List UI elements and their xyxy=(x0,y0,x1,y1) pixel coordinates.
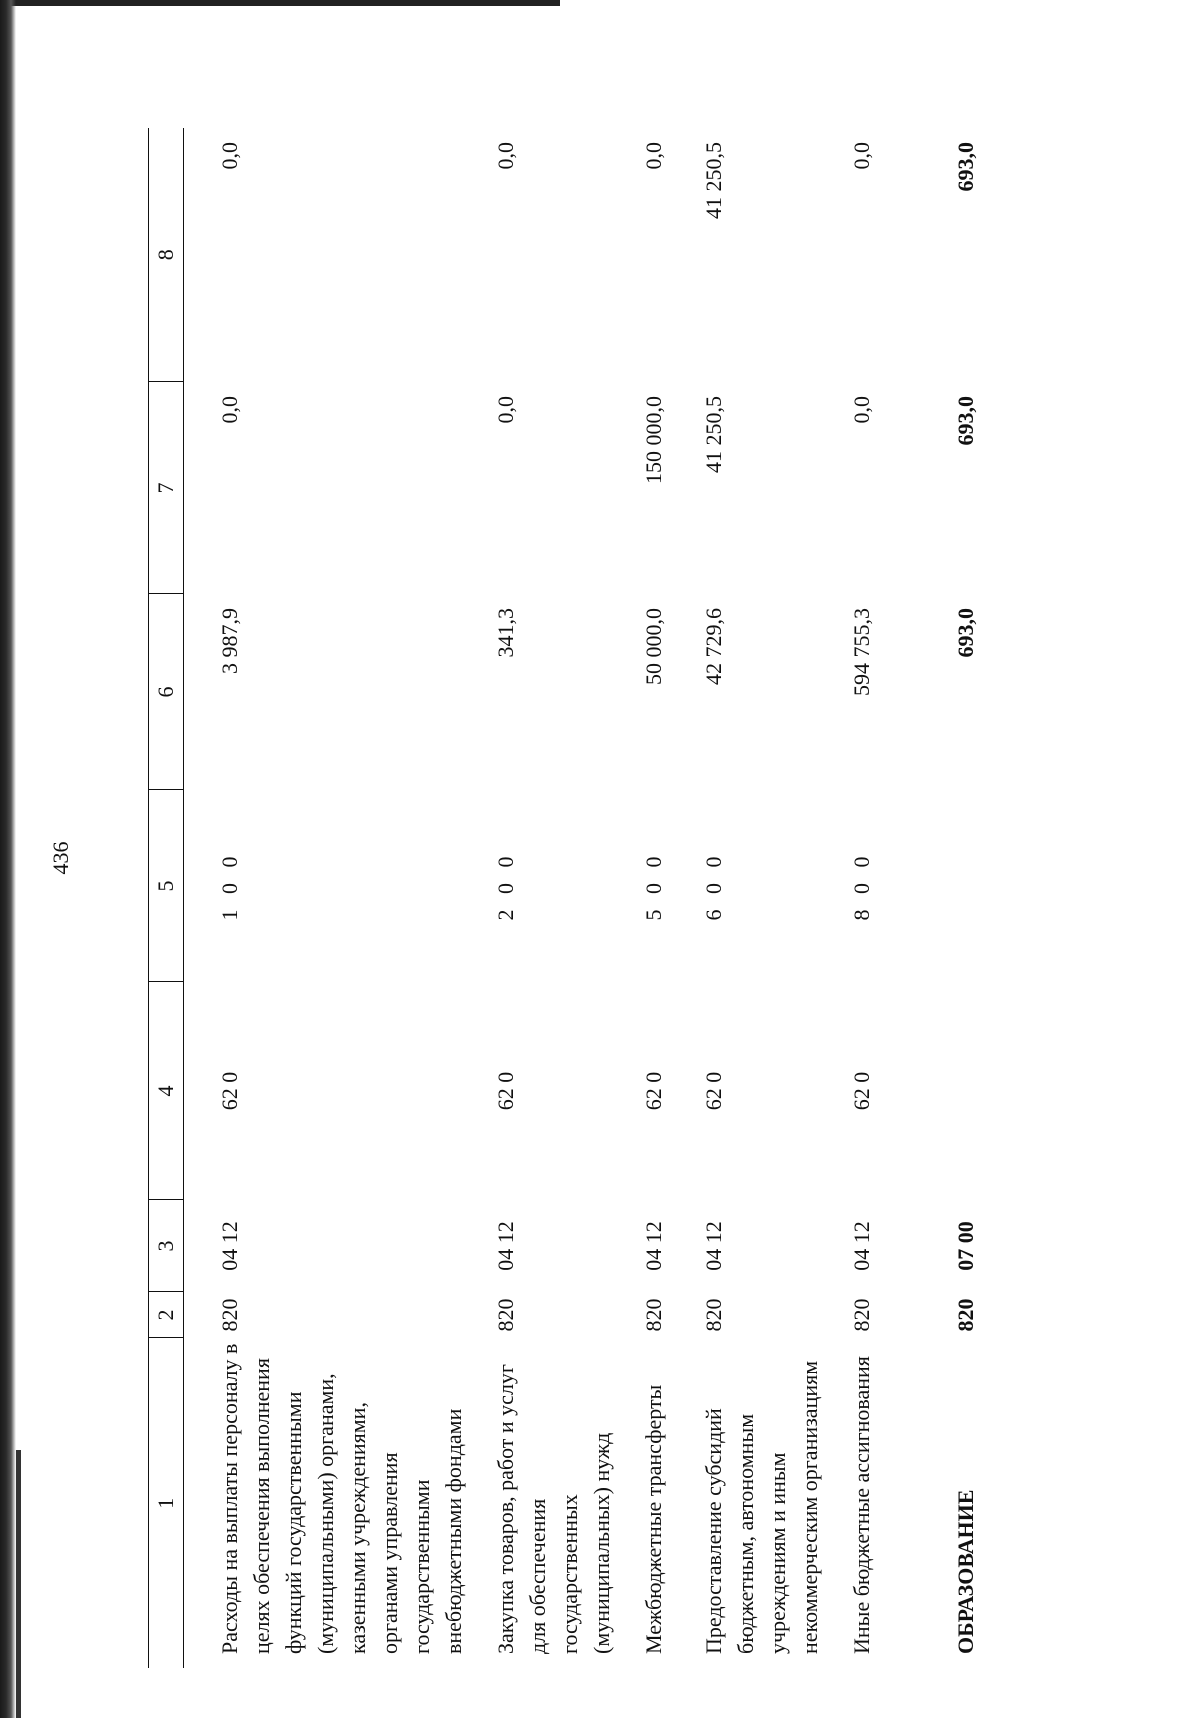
amount-col8: 0,0 xyxy=(640,142,666,170)
scan-edge-left xyxy=(0,0,16,1718)
expense-name: Межбюджетные трансферты xyxy=(640,1384,666,1654)
amount-col7: 0,0 xyxy=(217,396,242,424)
program-code: 62 0 xyxy=(700,1071,726,1111)
program-code: 62 0 xyxy=(217,1071,242,1111)
amount-col7: 150 000,0 xyxy=(640,396,666,484)
section-code: 04 12 xyxy=(640,1221,666,1271)
admin-code: 820 xyxy=(217,1298,242,1332)
column-header-6: 6 xyxy=(149,594,184,790)
expense-type-code: 8 0 0 xyxy=(848,851,874,921)
scan-edge-top xyxy=(0,0,560,6)
expense-type-code: 1 0 0 xyxy=(217,851,242,921)
section-code: 04 12 xyxy=(492,1221,518,1271)
table-row xyxy=(846,128,934,1668)
column-header-7: 7 xyxy=(149,382,184,594)
amount-col8: 0,0 xyxy=(217,142,242,170)
scan-edge-left-inner xyxy=(16,1450,21,1718)
expense-name: Расходы на выплаты персоналу в целях обеспечения выполнения функций государственными (муниципальными) органами, казенными учреждениями, органами управления государственными внебюджетными фондами xyxy=(217,1343,466,1654)
column-header-4: 4 xyxy=(149,982,184,1200)
amount-col7: 41 250,5 xyxy=(700,396,726,473)
table-row xyxy=(184,128,490,1668)
amount-col8: 41 250,5 xyxy=(700,142,726,219)
admin-code: 820 xyxy=(848,1298,874,1332)
expense-type-code: 2 0 0 xyxy=(492,851,518,921)
table-row-section-total xyxy=(934,128,982,1668)
expense-type-code: 6 0 0 xyxy=(700,851,726,921)
header-row xyxy=(149,128,184,1668)
expense-name: Закупка товаров, работ и услуг для обеспечения государственных (муниципальных) нужд xyxy=(492,1364,614,1654)
expense-type-code: 5 0 0 xyxy=(640,851,666,921)
expense-type-code xyxy=(934,790,982,982)
admin-code: 820 xyxy=(700,1298,726,1332)
section-code: 04 12 xyxy=(217,1221,242,1271)
amount-col7: 0,0 xyxy=(492,396,518,424)
table-row xyxy=(638,128,698,1668)
amount-col7: 693,0 xyxy=(952,396,978,446)
program-code xyxy=(934,982,982,1200)
program-code: 62 0 xyxy=(492,1071,518,1111)
amount-col6: 693,0 xyxy=(952,608,978,658)
table-row xyxy=(698,128,846,1668)
amount-col6: 42 729,6 xyxy=(700,608,726,685)
page-number: 436 xyxy=(48,841,73,875)
amount-col8: 693,0 xyxy=(952,142,978,192)
amount-col6: 50 000,0 xyxy=(640,608,666,685)
expense-name: Иные бюджетные ассигнования xyxy=(848,1356,874,1654)
amount-col6: 594 755,3 xyxy=(848,608,874,696)
program-code: 62 0 xyxy=(848,1071,874,1111)
amount-col6: 3 987,9 xyxy=(217,608,242,674)
column-header-5: 5 xyxy=(149,790,184,982)
section-code: 04 12 xyxy=(848,1221,874,1271)
amount-col6: 341,3 xyxy=(492,608,518,658)
column-header-1: 1 xyxy=(149,1338,184,1668)
budget-table xyxy=(148,128,982,1668)
column-header-8: 8 xyxy=(149,128,184,382)
table-row xyxy=(490,128,638,1668)
admin-code: 820 xyxy=(640,1298,666,1332)
section-code: 04 12 xyxy=(700,1221,726,1271)
section-code: 07 00 xyxy=(952,1221,978,1271)
admin-code: 820 xyxy=(492,1298,518,1332)
admin-code: 820 xyxy=(952,1298,978,1332)
amount-col7: 0,0 xyxy=(848,396,874,424)
amount-col8: 0,0 xyxy=(848,142,874,170)
expense-name: Предоставление субсидий бюджетным, автономным учреждениям и иным некоммерческим организациям xyxy=(700,1360,822,1654)
amount-col8: 0,0 xyxy=(492,142,518,170)
column-header-2: 2 xyxy=(149,1292,184,1338)
program-code: 62 0 xyxy=(640,1071,666,1111)
rotated-page xyxy=(48,50,1188,1690)
column-header-3: 3 xyxy=(149,1200,184,1292)
section-name: ОБРАЗОВАНИЕ xyxy=(952,1489,978,1654)
